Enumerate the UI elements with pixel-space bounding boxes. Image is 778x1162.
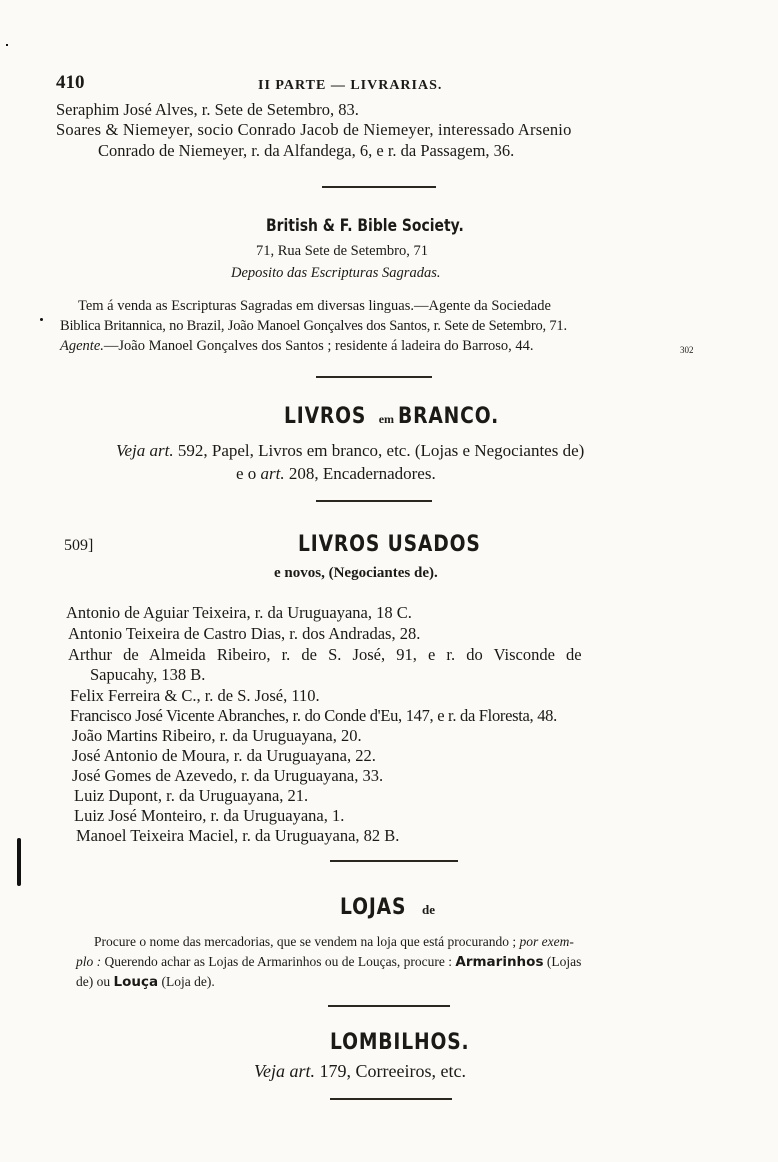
- scan-artifact-mark: [17, 838, 21, 886]
- list-item: Antonio Teixeira de Castro Dias, r. dos Andradas, 28.: [68, 624, 421, 643]
- lojas-note-line2: plo : Querendo achar as Lojas de Armarinhos ou de Louças, procure : Armarinhos (Lojas: [76, 954, 582, 970]
- list-item: Arthur de Almeida Ribeiro, r. de S. José, 91, e r. do Visconde de: [68, 645, 582, 664]
- list-item: Francisco José Vicente Abranches, r. do Conde d'Eu, 147, e r. da Floresta, 48.: [70, 706, 557, 725]
- entry-soares-line2: Conrado de Niemeyer, r. da Alfandega, 6, e r. da Passagem, 36.: [98, 141, 515, 160]
- running-title: II PARTE — LIVRARIAS.: [258, 78, 443, 93]
- list-item: José Antonio de Moura, r. da Uruguayana, 22.: [72, 746, 376, 765]
- livros-branco-ref-line2: e o art. 208, Encadernadores.: [236, 464, 436, 483]
- society-desc-line2: Biblica Britannica, no Brazil, João Manoel Gonçalves dos Santos, r. Sete de Setembro, 71.: [60, 318, 567, 334]
- lojas-note-line1: Procure o nome das mercadorias, que se vendem na loja que está procurando ; por exem-: [94, 934, 574, 949]
- lombilhos-heading: LOMBILHOS.: [330, 1030, 470, 1055]
- list-item: Antonio de Aguiar Teixeira, r. da Uruguayana, 18 C.: [66, 603, 412, 622]
- list-item: Sapucahy, 138 B.: [90, 665, 206, 684]
- entry-seraphim: Seraphim José Alves, r. Sete de Setembro, 83.: [56, 100, 359, 119]
- society-agent-text: —João Manoel Gonçalves dos Santos ; residente á ladeira do Barroso, 44.: [103, 338, 534, 354]
- list-item: José Gomes de Azevedo, r. da Uruguayana, 33.: [72, 766, 384, 785]
- entry-soares-line1: Soares & Niemeyer, socio Conrado Jacob de Niemeyer, interessado Arsenio: [56, 120, 572, 139]
- livros-usados-subtitle: e novos, (Negociantes de).: [274, 565, 438, 581]
- list-item: Luiz Dupont, r. da Uruguayana, 21.: [74, 786, 309, 805]
- page-number: 410: [56, 72, 85, 93]
- lojas-heading: LOJAS de: [340, 895, 435, 920]
- livros-usados-heading: LIVROS USADOS: [298, 532, 481, 557]
- divider: [316, 376, 432, 378]
- livros-branco-heading: LIVROS em BRANCO.: [284, 404, 500, 429]
- livros-branco-ref-line1: Veja art. 592, Papel, Livros em branco, etc. (Lojas e Negociantes de): [116, 441, 585, 460]
- divider: [330, 1098, 452, 1100]
- society-name: British & F. Bible Society.: [266, 216, 464, 236]
- society-address: 71, Rua Sete de Setembro, 71: [256, 243, 428, 259]
- society-subtitle: Deposito das Escripturas Sagradas.: [231, 265, 441, 281]
- section-number: 509]: [64, 537, 94, 554]
- list-item: Luiz José Monteiro, r. da Uruguayana, 1.: [74, 806, 345, 825]
- list-item: João Martins Ribeiro, r. da Uruguayana, 20.: [72, 726, 362, 745]
- lombilhos-ref: Veja art. 179, Correeiros, etc.: [254, 1061, 466, 1081]
- scan-artifact-dot: [40, 318, 43, 321]
- divider: [316, 500, 432, 502]
- divider: [328, 1005, 450, 1007]
- lojas-note-line3: de) ou Louça (Loja de).: [76, 974, 215, 990]
- list-item: Manoel Teixeira Maciel, r. da Uruguayana, 82 B.: [76, 826, 400, 845]
- divider: [322, 186, 436, 188]
- society-ref-number: 302: [680, 345, 694, 355]
- list-item: Felix Ferreira & C., r. de S. José, 110.: [70, 686, 320, 705]
- divider: [330, 860, 458, 862]
- scan-artifact-dot: [6, 44, 8, 46]
- society-agent-label: Agente.: [60, 338, 104, 354]
- society-desc-line1: Tem á venda as Escripturas Sagradas em diversas linguas.—Agente da Sociedade: [78, 298, 551, 314]
